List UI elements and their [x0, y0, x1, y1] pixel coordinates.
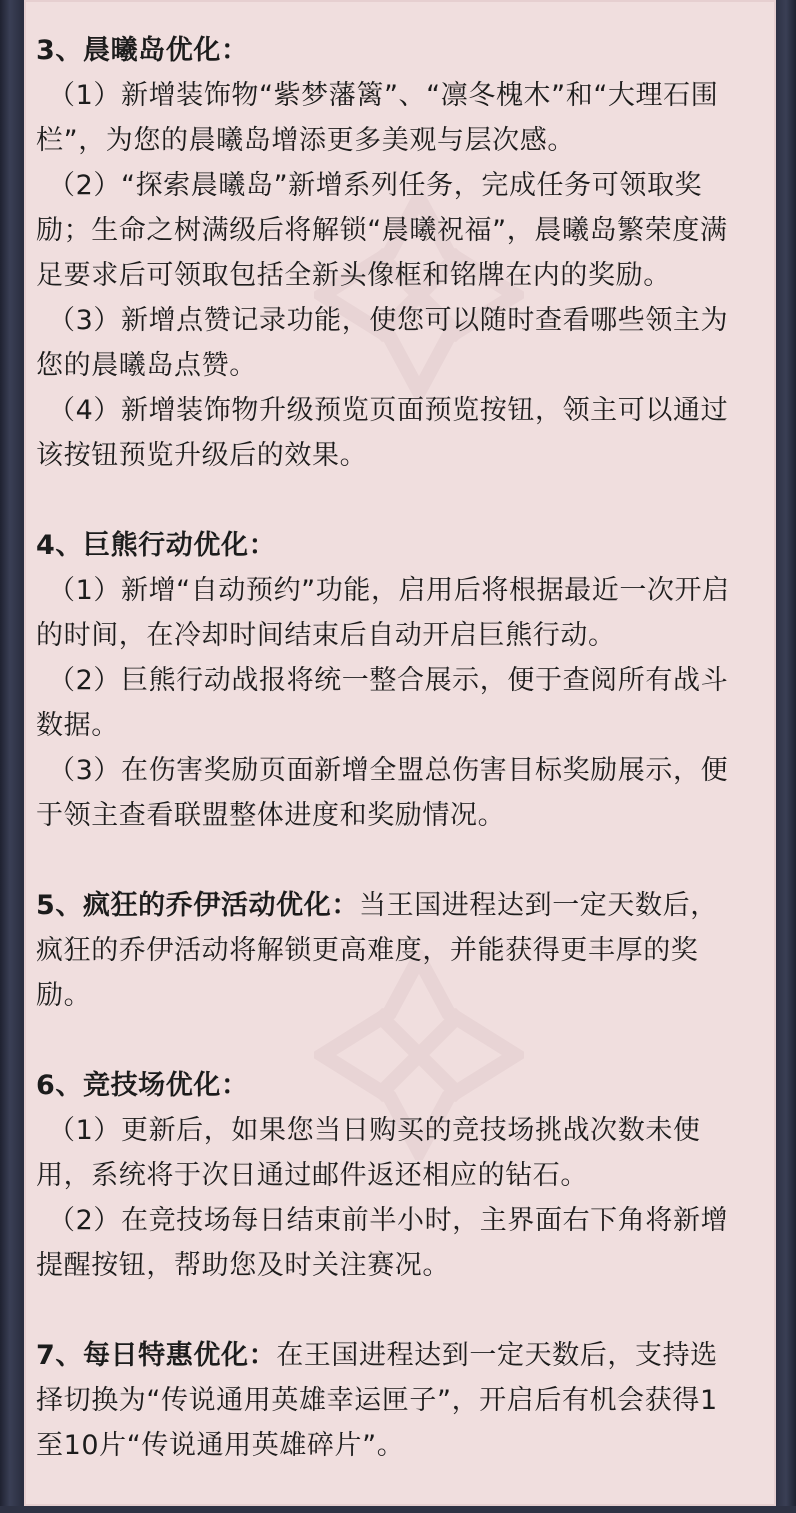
notice-content: [36, 28, 740, 1513]
section-title: 7、每日特惠优化：: [36, 1340, 277, 1371]
section-paragraph: [36, 883, 740, 1018]
list-item: （2）“探索晨曦岛”新增系列任务，完成任务可领取奖励；生命之树满级后将解锁“晨曦祝福”，晨曦岛繁荣度满足要求后可领取包括全新头像框和铭牌在内的奖励。: [36, 170, 728, 291]
section-title: 4、巨熊行动优化：: [36, 530, 277, 561]
list-item: （4）新增装饰物升级预览页面预览按钮，领主可以通过该按钮预览升级后的效果。: [36, 395, 729, 471]
list-item: （2）在竞技场每日结束前半小时，主界面右下角将新增提醒按钮，帮助您及时关注赛况。: [36, 1205, 729, 1281]
list-item: （1）更新后，如果您当日购买的竞技场挑战次数未使用，系统将于次日通过邮件返还相应的钻石。: [36, 1115, 701, 1191]
section-arena: [36, 1063, 740, 1288]
section-crazy-joe: [36, 883, 740, 1018]
list-item: （1）新增“自动预约”功能，启用后将根据最近一次开启的时间，在冷却时间结束后自动开启巨熊行动。: [36, 575, 730, 651]
section-title: 3、晨曦岛优化：: [36, 35, 249, 66]
section-body: 在王国进程达到一定天数后，支持选择切换为“传说通用英雄幸运匣子”，开启后有机会获得1至10片“传说通用英雄碎片”。: [36, 1340, 718, 1461]
section-body: 当王国进程达到一定天数后，疯狂的乔伊活动将解锁更高难度，并能获得更丰厚的奖励。: [36, 890, 718, 1011]
section-title: 5、疯狂的乔伊活动优化：: [36, 890, 359, 921]
list-item: （3）在伤害奖励页面新增全盟总伤害目标奖励展示，便于领主查看联盟整体进度和奖励情况。: [36, 755, 729, 831]
section-title: 6、竞技场优化：: [36, 1070, 249, 1101]
section-island: [36, 28, 740, 478]
section-paragraph: [36, 1333, 740, 1468]
list-item: （1）新增装饰物“紫梦藩篱”、“凛冬槐木”和“大理石围栏”，为您的晨曦岛增添更多美观与层次感。: [36, 80, 719, 156]
section-bear-hunt: [36, 523, 740, 838]
section-daily-deal: [36, 1333, 740, 1468]
list-item: （2）巨熊行动战报将统一整合展示，便于查阅所有战斗数据。: [36, 665, 729, 741]
list-item: （3）新增点赞记录功能，使您可以随时查看哪些领主为您的晨曦岛点赞。: [36, 305, 729, 381]
